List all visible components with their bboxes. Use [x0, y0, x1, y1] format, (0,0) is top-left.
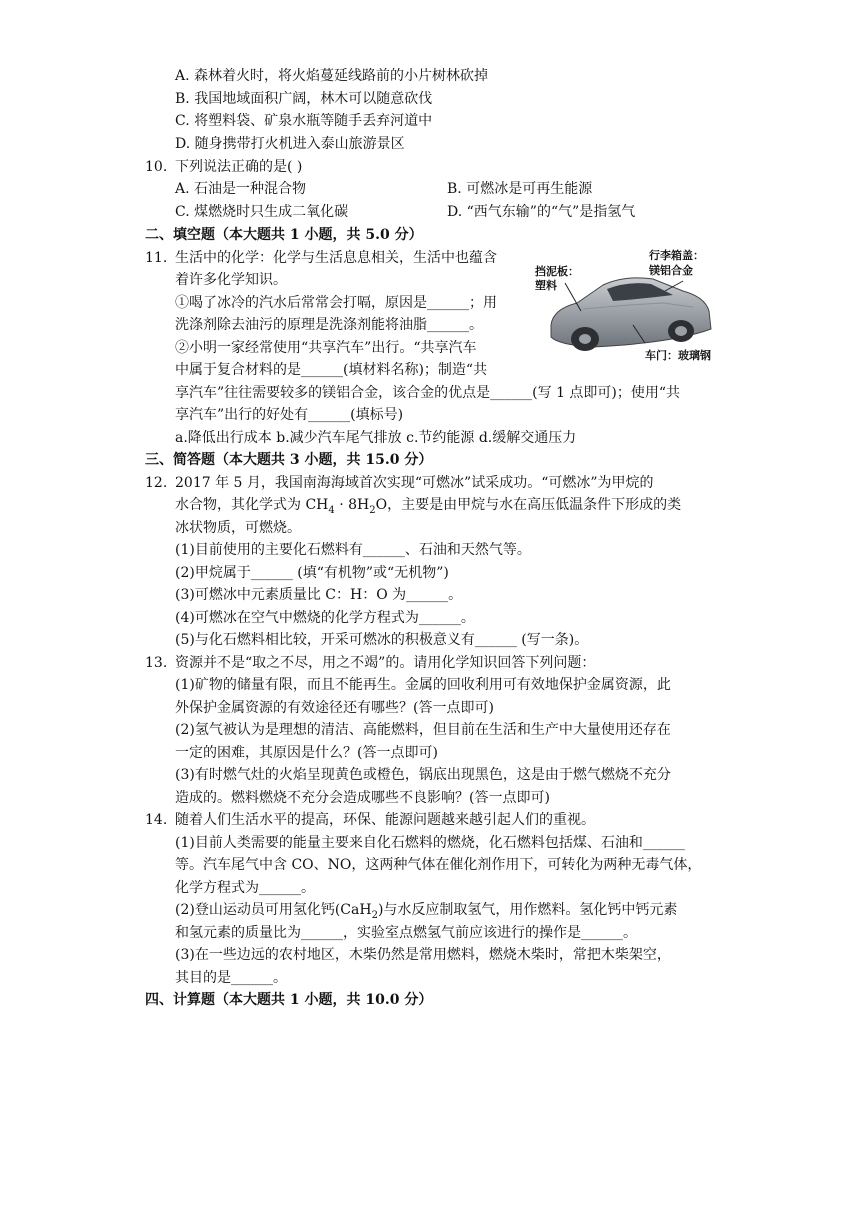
q12-formula-mid: · 8H [334, 497, 370, 513]
q14-line-4: 化学方程式为______。 [175, 880, 315, 896]
q13-line-2: (1)矿物的储量有限，而且不能再生。金属的回收利用可有效地保护金属资源，此 [175, 677, 671, 693]
q14-line-7: (3)在一些边远的农村地区，木柴仍然是常用燃料，燃烧木柴时，常把木柴架空， [175, 947, 671, 963]
q12-line-3: 冰状物质，可燃烧。 [175, 520, 301, 536]
q14-line-8: 其目的是______。 [175, 970, 287, 986]
q14-cah2-suffix: )与水反应制取氢气，用作燃料。氢化钙中钙元素 [377, 902, 678, 918]
q10-number: 10. [145, 159, 168, 175]
q9-option-c: C. 将塑料袋、矿泉水瓶等随手丢弃河道中 [175, 113, 433, 129]
q12-subscript-2: 2 [369, 504, 376, 516]
q12-part-5: (5)与化石燃料相比较，开采可燃冰的积极意义有______ (写一条)。 [175, 632, 589, 648]
q11-line-8: 享汽车”出行的好处有______(填标号) [175, 407, 404, 423]
q14-line-1: 随着人们生活水平的提高，环保、能源问题越来越引起人们的重视。 [175, 812, 595, 828]
q11-line-7: 享汽车”往往需要较多的镁铝合金，该合金的优点是______(写 1 点即可)；使用“共 [175, 385, 681, 401]
q13-line-4: (2)氢气被认为是理想的清洁、高能燃料，但目前在生活和生产中大量使用还存在 [175, 722, 671, 738]
q11-line-4: 洗涤剂除去油污的原理是洗涤剂能将油脂______。 [175, 317, 483, 333]
q10-option-b: B. 可燃冰是可再生能源 [447, 181, 593, 197]
q12-part-1: (1)目前使用的主要化石燃料有______、石油和天然气等。 [175, 542, 531, 558]
q14-number: 14. [145, 812, 168, 828]
q12-number: 12. [145, 475, 168, 491]
shared-car-figure [533, 247, 719, 367]
q14-line-2: (1)目前人类需要的能量主要来自化石燃料的燃烧，化石燃料包括煤、石油和______ [175, 835, 685, 851]
q13-line-5: 一定的困难，其原因是什么？(答一点即可) [175, 745, 438, 761]
q12-line-2 [175, 494, 681, 516]
q11-line-2: 着许多化学知识。 [175, 272, 287, 288]
q10-option-a: A. 石油是一种混合物 [175, 181, 307, 197]
section-heading-fill-in: 二、填空题（本大题共 1 小题，共 5.0 分） [145, 227, 423, 243]
q9-option-b: B. 我国地域面积广阔，林木可以随意砍伐 [175, 91, 433, 107]
q14-line-6: 和氢元素的质量比为______，实验室点燃氢气前应该进行的操作是______。 [175, 925, 637, 941]
q11-line-5: ②小明一家经常使用“共享汽车”出行。“共享汽车 [175, 340, 477, 356]
q12-part-4: (4)可燃冰在空气中燃烧的化学方程式为______。 [175, 610, 475, 626]
q14-line-3: 等。汽车尾气中含 CO、NO，这两种气体在催化剂作用下，可转化为两种无毒气体， [175, 857, 702, 873]
q13-line-7: 造成的。燃料燃烧不充分会造成哪些不良影响？(答一点即可) [175, 790, 550, 806]
fender-label-1: 挡泥板： [535, 265, 579, 278]
q10-option-c: C. 煤燃烧时只生成二氧化碳 [175, 204, 349, 220]
q9-option-a: A. 森林着火时，将火焰蔓延线路前的小片树林砍掉 [175, 68, 489, 84]
q11-line-3: ①喝了冰冷的汽水后常常会打嗝，原因是______；用 [175, 295, 497, 311]
q11-line-6: 中属于复合材料的是______(填材料名称)；制造“共 [175, 362, 488, 378]
q12-part-3: (3)可燃冰中元素质量比 C：H：O 为______。 [175, 587, 463, 603]
trunk-lid-label-1: 行李箱盖： [649, 249, 704, 262]
q12-part-2: (2)甲烷属于______ (填“有机物”或“无机物”) [175, 565, 449, 581]
q9-option-d: D. 随身携带打火机进入泰山旅游景区 [175, 136, 405, 152]
q11-line-1: 生活中的化学：化学与生活息息相关，生活中也蕴含 [175, 250, 497, 266]
section-heading-short-answer: 三、简答题（本大题共 3 小题，共 15.0 分） [145, 452, 433, 468]
q10-stem: 下列说法正确的是( ) [175, 159, 303, 175]
q12-formula-prefix: 水合物，其化学式为 CH [175, 497, 329, 513]
q12-line-1: 2017 年 5 月，我国南海海域首次实现“可燃冰”试采成功。“可燃冰”为甲烷的 [175, 475, 654, 491]
q13-line-3: 外保护金属资源的有效途径还有哪些？(答一点即可) [175, 700, 494, 716]
q14-subscript-2: 2 [371, 909, 378, 921]
q13-number: 13. [145, 655, 168, 671]
q13-line-1: 资源并不是“取之不尽，用之不竭”的。请用化学知识回答下列问题： [175, 655, 596, 671]
q14-cah2-prefix: (2)登山运动员可用氢化钙(CaH [175, 902, 372, 918]
section-heading-calculation: 四、计算题（本大题共 1 小题，共 10.0 分） [145, 992, 433, 1008]
q12-subscript-4: 4 [328, 504, 335, 516]
q11-number: 11. [145, 250, 168, 266]
q13-line-6: (3)有时燃气灶的火焰呈现黄色或橙色，锅底出现黑色，这是由于燃气燃烧不充分 [175, 767, 671, 783]
trunk-lid-label-2: 镁铝合金 [649, 264, 693, 277]
q10-option-d: D. “西气东输”的“气”是指氢气 [447, 204, 636, 220]
q12-formula-suffix: O，主要是由甲烷与水在高压低温条件下形成的类 [375, 497, 682, 513]
q11-line-9: a.降低出行成本 b.减少汽车尾气排放 c.节约能源 d.缓解交通压力 [175, 430, 577, 446]
fender-label-2: 塑料 [535, 279, 557, 292]
door-label: 车门：玻璃钢 [645, 349, 711, 362]
q14-line-5 [175, 899, 677, 921]
